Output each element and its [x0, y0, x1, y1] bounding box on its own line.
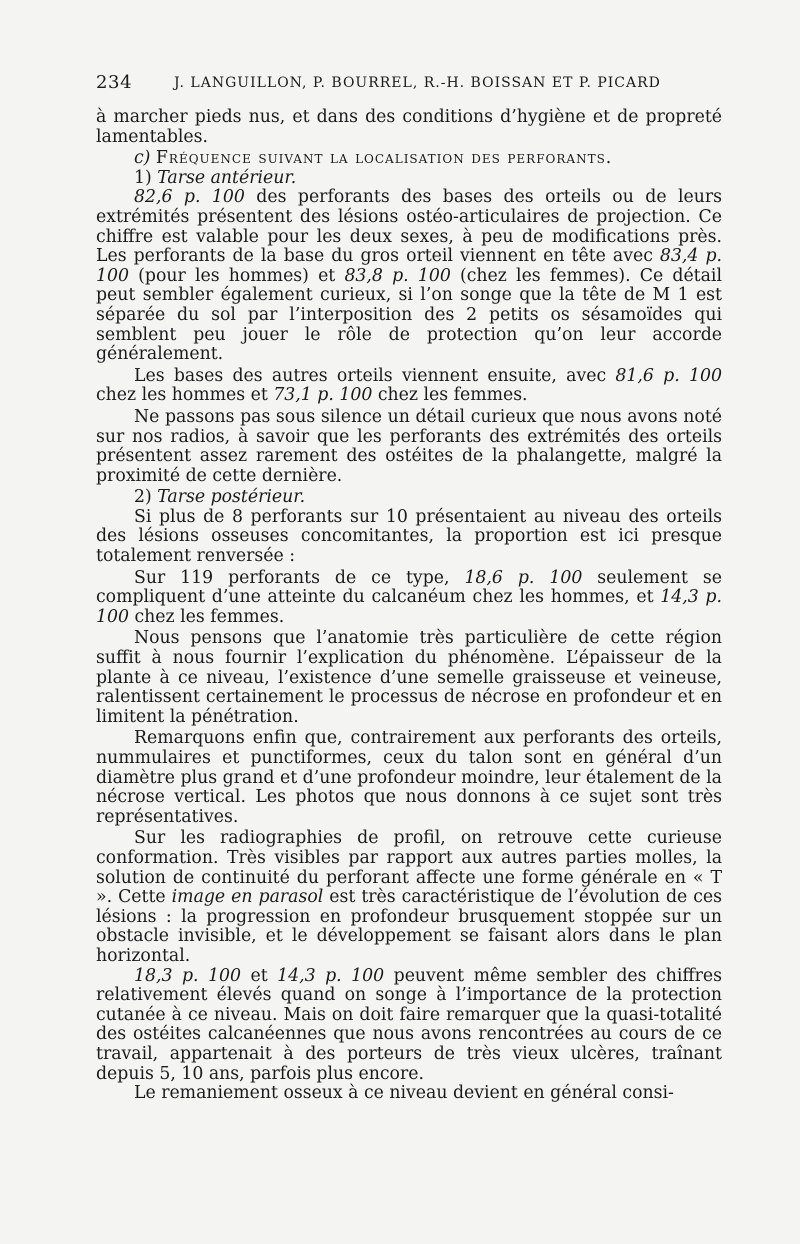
subheading-tarse-anterieur: 1) Tarse antérieur.: [134, 167, 297, 188]
paragraph: Sur les radiographies de profil, on retrouve cette curieuse conformation. Très visibles par rapport aux autres parties molles, la solution de continuité du perforant affecte une forme générale en « T ». Cette image en parasol est très caractéristique de l’évolution de ces lésions : la progression en profondeur brusquement stoppée sur un obstacle invisible, et le développement se faisant alors dans le plan horizontal.: [96, 828, 723, 966]
paragraph-truncated: Le remaniement osseux à ce niveau devient en général consi-: [134, 1083, 674, 1104]
paragraph: Les bases des autres orteils viennent ensuite, avec 81,6 p. 100 chez les hommes et 73,1 p. 100 chez les femmes.: [96, 365, 722, 406]
paragraph: 18,3 p. 100 et 14,3 p. 100 peuvent même sembler des chiffres relativement élevés quand on songe à l’importance de la protection cutanée à ce niveau. Mais on doit faire remarquer que la quasi-totalité des ostéites calcanéennes que nous avons rencontrées au cours de ce travail, appartenait à des porteurs de très vieux ulcères, traînant depuis 5, 10 ans, parfois plus encore.: [96, 965, 722, 1084]
body-text: [96, 108, 722, 1104]
paragraph: Nous pensons que l’anatomie très particulière de cette région suffit à nous fournir l’explication du phénomène. L’épaisseur de la plante à ce niveau, l’existence d’une semelle graisseuse et veineuse, ralentissent certainement le processus de nécrose en profondeur et en limitent la pénétration.: [96, 628, 722, 727]
running-head-authors: J. LANGUILLON, P. BOURREL, R.-H. BOISSAN ET P. PICARD: [174, 75, 661, 91]
paragraph: Si plus de 8 perforants sur 10 présentaient au niveau des orteils des lésions osseuses concomitantes, la proportion est ici presque totalement renversée :: [96, 506, 722, 567]
paragraph-continuation: à marcher pieds nus, et dans des conditions d’hygiène et de propreté lamentables.: [96, 107, 722, 147]
subheading-tarse-posterieur: 2) Tarse postérieur.: [134, 487, 306, 508]
paragraph: Ne passons pas sous silence un détail curieux que nous avons noté sur nos radios, à savoir que les perforants des extrémités des orteils présentent assez rarement des ostéites de la phalangette, malgré la proximité de cette dernière.: [96, 406, 722, 486]
paragraph: 82,6 p. 100 des perforants des bases des orteils ou de leurs extrémités présentent des lésions ostéo-articulaires de projection. Ce chiffre est valable pour les deux sexes, à peu de modifications près. Les perforants de la base du gros orteil viennent en tête avec 83,4 p. 100 (pour les hommes) et 83,8 p. 100 (chez les femmes). Ce détail peut sembler également curieux, si l’on songe que la tête de M 1 est séparée du sol par l’interposition des 2 petits os sésamoïdes qui semblent peu jouer le rôle de protection qu’on leur accorde généralement.: [96, 187, 722, 365]
page-number: 234: [96, 72, 133, 93]
paragraph: Remarquons enfin que, contrairement aux perforants des orteils, nummulaires et punctiformes, ceux du talon sont en général d’un diamètre plus grand et d’une profondeur moindre, leur étalement de la nécrose vertical. Les photos que nous donnons à ce sujet sont très représentatives.: [96, 728, 722, 827]
section-heading-c: c) Fréquence suivant la localisation des perforants.: [134, 148, 613, 169]
paragraph: Sur 119 perforants de ce type, 18,6 p. 100 seulement se compliquent d’une atteinte du calcanéum chez les hommes, et 14,3 p. 100 chez les femmes.: [96, 567, 723, 627]
running-header: [96, 72, 716, 98]
